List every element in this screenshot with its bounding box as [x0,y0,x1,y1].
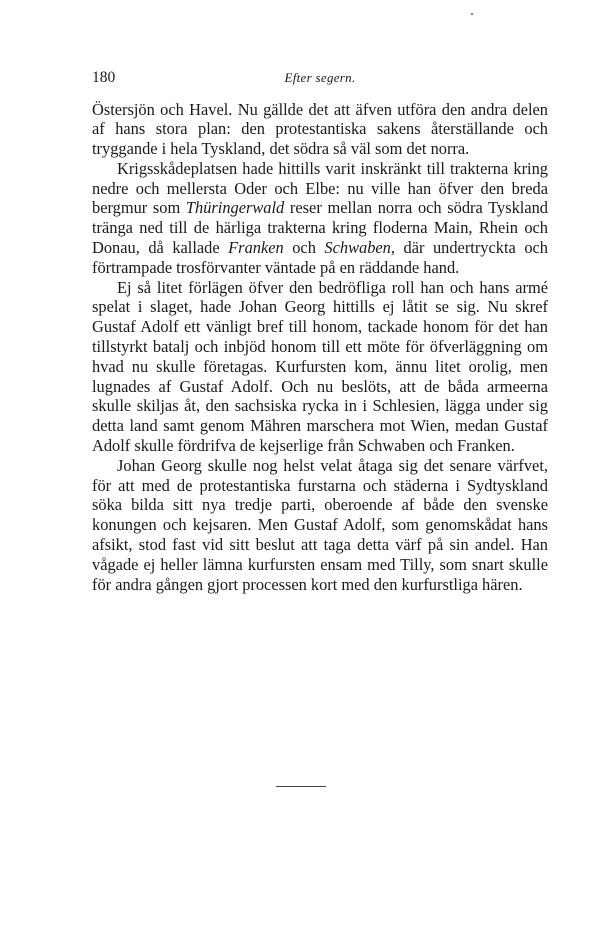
text-run: reser mellan norra och södra Tyskland tränga ned till de härliga trakterna kring floderna Main, Rhein och Donau, då kallade [92,198,549,258]
paragraph [92,278,548,456]
paragraph [92,159,548,278]
paragraph [92,100,548,159]
body-text [92,100,548,595]
paragraph [92,456,548,595]
end-rule [276,786,326,787]
italic-term: Schwaben [324,238,391,258]
text-run: och [283,238,325,258]
text-run: Ej så litet förlägen öfver den bedröfliga roll han och hans armé spelat i slaget, hade Johan Georg hittills ej låtit se sig. Nu skref Gustaf Adolf ett vänligt bref till honom, tackade honom för det han tillstyrkt batalj och inbjöd honom till ett möte för öfverläggning om hvad nu skulle företagas. Kurfursten kom, ännu litet orolig, men lugnades af Gustaf Adolf. Och nu beslöts, att de båda armeerna skulle skiljas åt, den sachsiska rycka in i Schlesien, lägga under sig detta land samt genom Mähren marschera mot Wien, medan Gustaf Adolf skulle fördrifva de kejserlige från Schwaben och Franken. [92,277,548,456]
page-number: 180 [92,69,116,86]
scan-speck [471,13,473,15]
running-title: Efter segern. [284,70,356,85]
text-run: Johan Georg skulle nog helst velat åtaga sig det senare värfvet, för att med de protestantiska furstarna och städerna i Sydtyskland söka bilda sitt nya tredje parti, oberoende af både den svenske konungen och kejsaren. Men Gustaf Adolf, som genomskådat hans afsikt, stod fast vid sitt beslut att taga detta värf på sin andel. Han vågade ej heller lämna kurfursten ensam med Tilly, som snart skulle för andra gången gjort processen kort med den kurfurstliga hären. [92,455,548,594]
text-run: , där undertryckta och förtrampade trosförvanter väntade på en räddande hand. [92,238,548,277]
page-header [92,69,548,89]
text-run: Krigsskådeplatsen hade hittills varit inskränkt till trakterna kring nedre och mellersta Oder och Elbe: nu ville han öfver den breda bergmur som [92,158,548,218]
text-run: Östersjön och Havel. Nu gällde det att äfven utföra den andra delen af hans stora plan: den protestantiska sakens återställande och tryggande i hela Tyskland, det södra så väl som det norra. [92,99,548,159]
italic-term: Thüringerwald [185,198,285,218]
italic-term: Franken [228,238,284,258]
